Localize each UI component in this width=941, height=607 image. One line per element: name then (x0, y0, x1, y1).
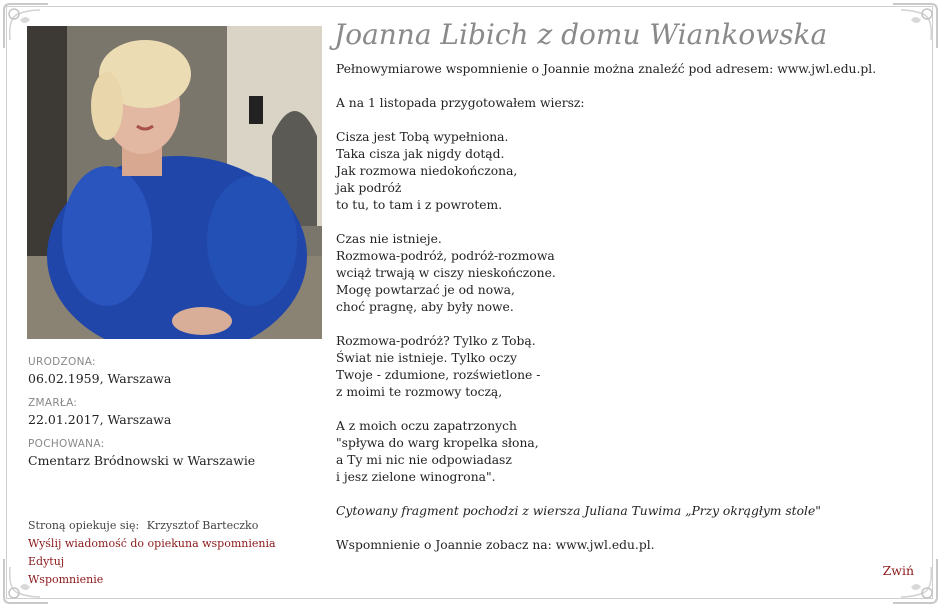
outro-text: Wspomnienie o Joannie zobacz na: www.jwl.edu.pl. (336, 538, 655, 552)
caretaker-name: Krzysztof Barteczko (146, 519, 259, 532)
page-title: Joanna Libich z domu Wiankowska (334, 18, 828, 51)
poem-line: Twoje - zdumione, rozświetlone - (336, 368, 541, 382)
collapse-link[interactable]: Zwiń (882, 563, 914, 578)
died-value: 22.01.2017, Warszawa (28, 412, 172, 427)
poem-line: a Ty mi nic nie odpowiadasz (336, 453, 512, 467)
portrait-photo (27, 26, 322, 339)
poem-line: Rozmowa-podróż, podróż-rozmowa (336, 249, 555, 263)
buried-label: POCHOWANA: (28, 438, 105, 450)
poem-stanza (336, 418, 896, 486)
poem-line: i jesz zielone winogrona". (336, 470, 496, 484)
buried-block (28, 438, 255, 468)
poem-line: Rozmowa-podróż? Tylko z Tobą. (336, 334, 536, 348)
poem-line: "spływa do warg kropelka słona, (336, 436, 539, 450)
poem-line: Czas nie istnieje. (336, 232, 442, 246)
corner-ornament (889, 0, 941, 52)
poem-line: jak podróż (336, 181, 402, 195)
born-block (28, 356, 171, 386)
poem-line: Cisza jest Tobą wypełniona. (336, 130, 509, 144)
intro-text: Pełnowymiarowe wspomnienie o Joannie można znaleźć pod adresem: www.jwl.edu.pl. (336, 62, 877, 76)
poem-line: Mogę powtarzać je od nowa, (336, 283, 515, 297)
memorial-text (336, 61, 896, 571)
died-block (28, 397, 171, 427)
poem-line: z moimi te rozmowy toczą, (336, 385, 503, 399)
send-message-link[interactable]: Wyślij wiadomość do opiekuna wspomnienia (28, 537, 276, 550)
poem-line: Jak rozmowa niedokończona, (336, 164, 518, 178)
born-value: 06.02.1959, Warszawa (28, 371, 172, 386)
poem-stanza (336, 129, 896, 214)
caretaker-info (28, 519, 258, 532)
poem-line: Świat nie istnieje. Tylko oczy (336, 351, 517, 365)
born-label: URODZONA: (28, 356, 96, 368)
quote-source: Cytowany fragment pochodzi z wiersza Juliana Tuwima „Przy okrągłym stole" (336, 504, 821, 518)
memory-link[interactable]: Wspomnienie (28, 573, 104, 586)
poem-stanza (336, 333, 896, 401)
poem-line: choć pragnę, aby były nowe. (336, 300, 514, 314)
poem-line: to tu, to tam i z powrotem. (336, 198, 503, 212)
edit-link[interactable]: Edytuj (28, 555, 65, 568)
caretaker-label: Stroną opiekuje się: (28, 519, 140, 532)
buried-value: Cmentarz Bródnowski w Warszawie (28, 453, 256, 468)
poem-stanza (336, 231, 896, 316)
caretaker-links (28, 535, 298, 589)
poem-line: wciąż trwają w ciszy nieskończone. (336, 266, 556, 280)
poem-line: A z moich oczu zapatrzonych (336, 419, 517, 433)
poem-line: Taka cisza jak nigdy dotąd. (336, 147, 505, 161)
poem-intro: A na 1 listopada przygotowałem wiersz: (336, 96, 585, 110)
died-label: ZMARŁA: (28, 397, 78, 409)
